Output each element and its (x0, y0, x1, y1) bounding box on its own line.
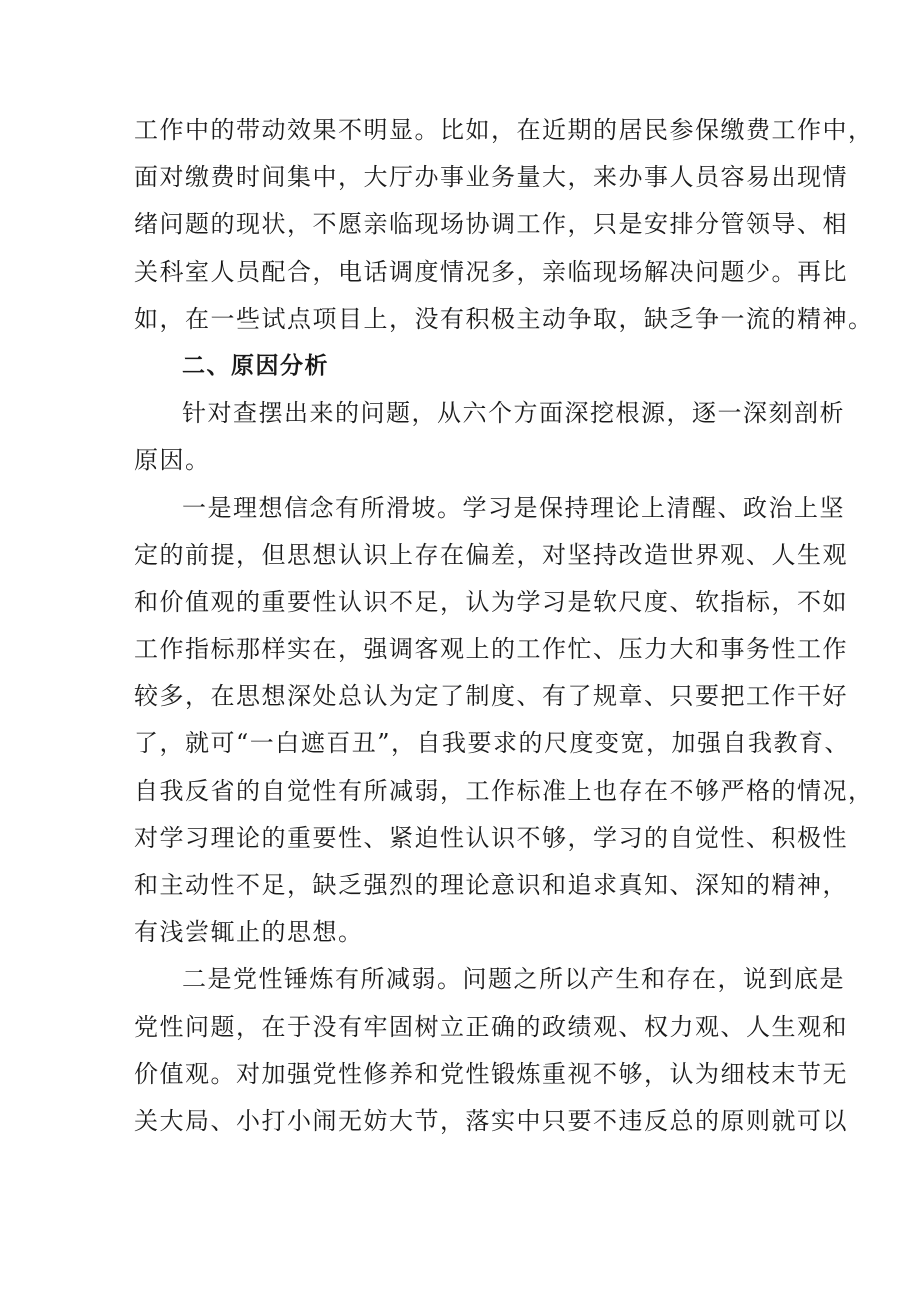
text-line: 党性问题，在于没有牢固树立正确的政绩观、权力观、人生观和 (134, 1012, 848, 1041)
section-heading: 二、原因分析 (182, 352, 329, 379)
text-line: 一是理想信念有所滑坡。学习是保持理论上清醒、政治上坚 (182, 493, 845, 522)
text-line: 关大局、小打小闹无妨大节，落实中只要不违反总的原则就可以 (134, 1106, 848, 1135)
text-line: 工作中的带动效果不明显。比如，在近期的居民参保缴费工作中， (134, 116, 874, 144)
paragraph-ideals (134, 485, 874, 957)
text-line: 针对查摆出来的问题，从六个方面深挖根源，逐一深刻剖析 (182, 399, 845, 428)
text-line: 价值观。对加强党性修养和党性锻炼重视不够，认为细枝末节无 (134, 1059, 848, 1088)
paragraph-continued (134, 107, 874, 343)
text-line: 对学习理论的重要性、紧迫性认识不够，学习的自觉性、积极性 (134, 823, 848, 852)
paragraph-party-spirit (134, 956, 848, 1145)
text-line: 有浅尝辄止的思想。 (134, 918, 364, 947)
intro-paragraph (134, 390, 845, 484)
document-body (134, 107, 874, 1145)
text-line: 绪问题的现状，不愿亲临现场协调工作，只是安排分管领导、相 (134, 210, 848, 239)
text-line: 和主动性不足，缺乏强烈的理论意识和追求真知、深知的精神， (134, 871, 848, 899)
text-line: 面对缴费时间集中，大厅办事业务量大，来办事人员容易出现情 (134, 163, 848, 192)
text-line: 自我反省的自觉性有所减弱，工作标准上也存在不够严格的情况， (134, 776, 874, 805)
text-line: 如，在一些试点项目上，没有积极主动争取，缺乏争一流的精神。 (134, 304, 874, 333)
text-line: 较多，在思想深处总认为定了制度、有了规章、只要把工作干好 (134, 682, 848, 711)
text-line: 和价值观的重要性认识不足，认为学习是软尺度、软指标，不如 (134, 587, 848, 616)
text-line: 原因。 (134, 446, 211, 475)
text-line: 二是党性锤炼有所减弱。问题之所以产生和存在，说到底是 (182, 965, 845, 994)
text-line: 关科室人员配合，电话调度情况多，亲临现场解决问题少。再比 (134, 257, 848, 286)
text-line: 了，就可“一白遮百丑”，自我要求的尺度变宽，加强自我教育、 (134, 729, 851, 758)
text-line: 工作指标那样实在，强调客观上的工作忙、压力大和事务性工作 (134, 635, 848, 664)
text-line: 定的前提，但思想认识上存在偏差，对坚持改造世界观、人生观 (134, 540, 848, 569)
